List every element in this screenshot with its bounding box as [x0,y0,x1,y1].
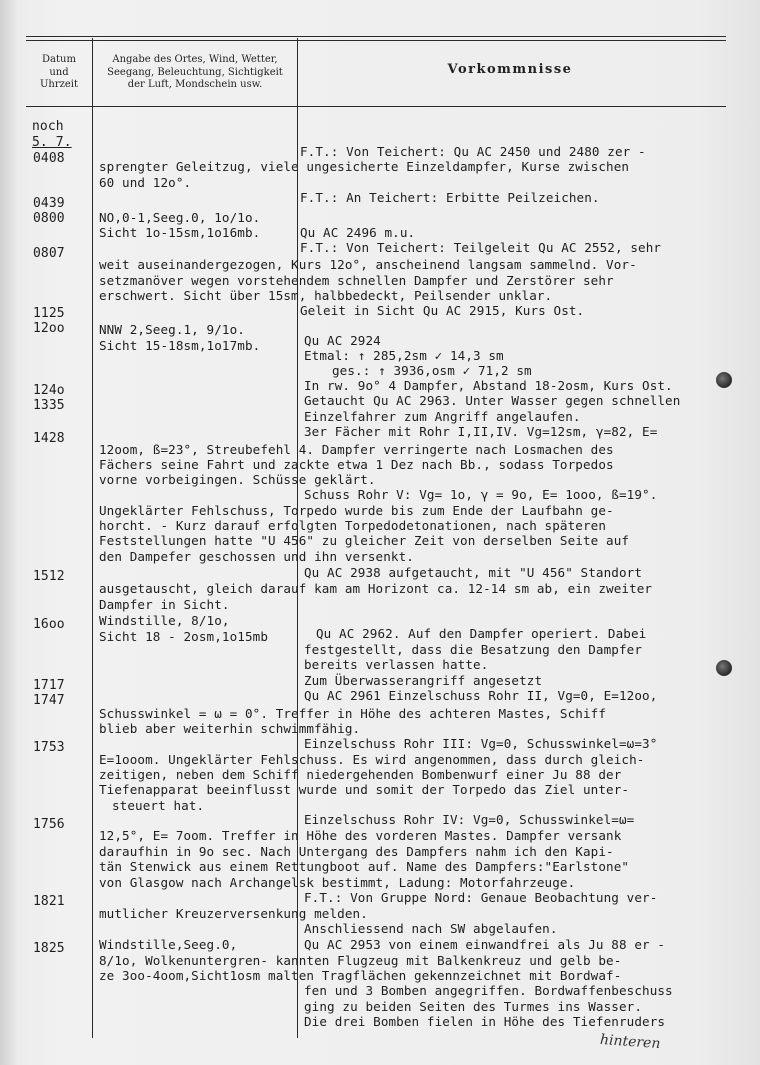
entry-line: bereits verlassen hatte. [304,657,489,672]
entry-line: Windstille, 8/1o, [99,613,230,628]
entry-line: NO,0-1,Seeg.0, 1o/1o. [99,210,261,225]
time-noch: noch [32,119,64,134]
punch-hole [716,660,732,676]
entry-line: vorne vorbeigingen. Schüsse geklärt. [99,472,376,487]
entry-line: festgestellt, dass die Besatzung den Dampfer [304,642,643,657]
time-1717: 1717 [33,678,65,693]
entry-line: 12,5°, E= 7oom. Treffer in Höhe des vorderen Mastes. Dampfer versank [99,828,622,843]
entry-line: Sicht 1o-15sm,1o16mb. [99,225,261,240]
etmal-line: Etmal: ↑ 285,2sm ✓ 14,3 sm [304,348,504,363]
entry-line: E=1ooom. Ungeklärter Fehlschuss. Es wird angenommen, dass durch gleich- [99,752,645,767]
top-rule [26,36,726,37]
entry-line: F.T.: An Teichert: Erbitte Peilzeichen. [300,190,600,205]
entry-line: F.T.: Von Teichert: Teilgeleit Qu AC 2552, sehr [300,240,662,255]
time-1125: 1125 [33,306,65,321]
column-divider-1 [92,38,93,1038]
entry-line: den Dampefer geschossen und ihn versenkt. [99,549,414,564]
entry-line: Feststellungen hatte "U 456" zu gleicher Zeit von derselben Seite auf [99,533,630,548]
entry-line: Sicht 18 - 2osm,1o15mb [99,629,269,644]
entry-line: Ungeklärter Fehlschuss, Torpedo wurde bis zum Ende der Laufbahn ge- [99,503,614,518]
time-1428: 1428 [33,431,65,446]
entry-line: ging zu beiden Seiten des Turmes ins Wasser. [304,999,643,1014]
header-date-time: Datum und Uhrzeit [39,54,79,90]
entry-line: 60 und 12o°. [99,175,192,190]
entry-line: ze 3oo-4oom,Sicht1osm malten Tragflächen gekennzeichnet mit Bordwaf- [99,968,622,983]
entry-line: Dampfer in Sicht. [99,597,230,612]
top-rule-2 [26,40,726,41]
entry-line: tän Stenwick aus einem Rettungboot auf. Name des Dampfers:"Earlstone" [99,859,630,874]
entry-line: weit auseinandergezogen, Kurs 12o°, anscheinend langsam sammelnd. Vor- [99,257,637,272]
entry-line: Einzelschuss Rohr IV: Vg=0, Schusswinkel=ω= [304,812,635,827]
time-1512: 1512 [33,569,65,584]
entry-line: von Glasgow nach Archangelsk bestimmt, Ladung: Motorfahrzeuge. [99,875,576,890]
time-1756: 1756 [33,817,65,832]
time-0408: 0408 [33,151,65,166]
entry-line: steuert hat. [112,798,205,813]
entry-line: fen und 3 Bomben angegriffen. Bordwaffenbeschuss [304,983,673,998]
time-0439: 0439 [33,196,65,211]
header-rule [26,106,726,107]
time-1753: 1753 [33,740,65,755]
entry-line: 3er Fächer mit Rohr I,II,IV. Vg=12sm, γ=82, E= [304,424,658,439]
entry-line: Tiefenapparat beeinflusst wurde und somit der Torpedo das Ziel unter- [99,782,630,797]
header-events: Vorkommnisse [447,62,573,77]
entry-line: zeitigen, neben dem Schiff niedergehenden Bombenwurf einer Ju 88 der [99,767,622,782]
entry-line: F.T.: Von Gruppe Nord: Genaue Beobachtung ver- [304,890,658,905]
entry-line: Einzelfahrer zum Angriff angelaufen. [304,409,581,424]
entry-line: 8/1o, Wolkenuntergren- kannten Flugzeug mit Balkenkreuz und gelb be- [99,953,622,968]
time-1200: 12oo [33,321,65,336]
entry-line: In rw. 9o° 4 Dampfer, Abstand 18-2osm, Kurs Ost. [304,378,673,393]
entry-line: daraufhin in 9o sec. Nach Untergang des Dampfers nahm ich den Kapi- [99,844,614,859]
entry-line: Qu AC 2962. Auf den Dampfer operiert. Dabei [316,626,647,641]
punch-hole [716,372,732,388]
entry-line: Qu AC 2938 aufgetaucht, mit "U 456" Standort [304,565,643,580]
time-0800: 0800 [33,211,65,226]
entry-line: blieb aber weiterhin schwimmfähig. [99,721,361,736]
entry-line: ausgetauscht, gleich darauf kam am Horizont ca. 12-14 sm ab, ein zweiter [99,581,653,596]
time-1600: 16oo [33,617,65,632]
entry-line: Geleit in Sicht Qu AC 2915, Kurs Ost. [300,303,585,318]
entry-line: F.T.: Von Teichert: Qu AC 2450 und 2480 zer - [300,144,646,159]
time-1821: 1821 [33,894,65,909]
time-1825: 1825 [33,941,65,956]
entry-line: erschwert. Sicht über 15sm, halbbedeckt, Peilsender unklar. [99,288,553,303]
time-1747: 1747 [33,693,65,708]
entry-line: Qu AC 2961 Einzelschuss Rohr II, Vg=0, E=12oo, [304,688,658,703]
entry-line: mutlicher Kreuzerversenkung melden. [99,906,368,921]
time-0807: 0807 [33,246,65,261]
entry-line: Qu AC 2924 [304,333,381,348]
time-1240: 124o [33,383,65,398]
header-location-weather: Angabe des Ortes, Wind, Wetter, Seegang, Beleuchtung, Sichtigkeit der Luft, Mondschein usw. [107,54,283,90]
entry-line: Die drei Bomben fielen in Höhe des Tiefenruders [304,1014,666,1029]
entry-line: setzmanöver wegen vorstehendem schnellen Dampfer und Zerstörer sehr [99,273,614,288]
entry-line: Einzelschuss Rohr III: Vg=0, Schusswinkel=ω=3° [304,736,658,751]
entry-line: Fächers seine Fahrt und zackte etwa 1 Dez nach Bb., sodass Torpedos [99,457,614,472]
entry-line: sprengter Geleitzug, viele ungesicherte Einzeldampfer, Kurse zwischen [99,159,630,174]
entry-line: Anschliessend nach SW abgelaufen. [304,921,558,936]
ges-line: ges.: ↑ 3936,osm ✓ 71,2 sm [332,363,532,378]
entry-line: Schusswinkel = ω = 0°. Treffer in Höhe des achteren Mastes, Schiff [99,706,607,721]
entry-line: Qu AC 2496 m.u. [300,225,416,240]
entry-line: Getaucht Qu AC 2963. Unter Wasser gegen schnellen [304,393,681,408]
entry-line: Qu AC 2953 von einem einwandfrei als Ju 88 er - [304,937,666,952]
entry-line: 12oom, ß=23°, Streubefehl 4. Dampfer verringerte nach Losmachen des [99,442,614,457]
handwritten-note: hinteren [599,1031,661,1053]
entry-line: Sicht 15-18sm,1o17mb. [99,338,261,353]
time-1335: 1335 [33,398,65,413]
entry-line: Zum Überwasserangriff angesetzt [304,673,543,688]
entry-line: NNW 2,Seeg.1, 9/1o. [99,322,245,337]
entry-line: Windstille,Seeg.0, [99,937,238,952]
entry-line: horcht. - Kurz darauf erfolgten Torpedodetonationen, nach späteren [99,518,607,533]
entry-line: Schuss Rohr V: Vg= 1o, γ = 9o, E= 1ooo, ß=19°. [304,487,658,502]
date-5-7: 5. 7. [32,135,72,150]
